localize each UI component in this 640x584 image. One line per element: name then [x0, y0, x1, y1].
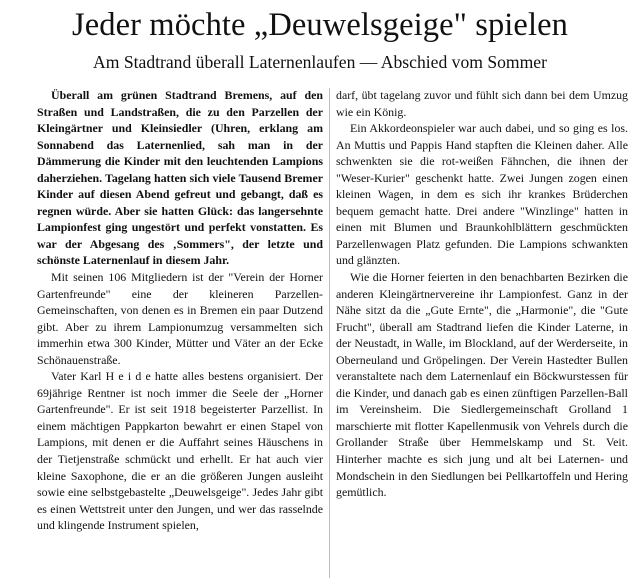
article-subheadline: Am Stadtrand überall Laternenlaufen — Abschied vom Sommer	[93, 52, 547, 72]
body-paragraph: Vater Karl H e i d e hatte alles bestens organisiert. Der 69jährige Rentner ist noch immer die Seele der „Horner Gartenfreunde". Er ist seit 1918 begeisterter Parzellist. In einem mächtigen Pappkarton bewahrt er einen Stapel von Lampions, mit denen er die Auffahrt seines Häuschens in der Tietjenstraße schmückt und erhellt. Er hat auch vier kleine Saxophone, die er an die größeren Jungen ausleiht sowie eine selbstgebastelte „Deuwelsgeige". Jedes Jahr gibt es einen Wettstreit unter den Jungen, und wer das rasselnde und klingende Instrument spielen,	[37, 369, 323, 533]
article-headline: Jeder möchte „Deuwelsgeige" spielen	[72, 7, 568, 43]
left-column	[37, 87, 323, 534]
column-divider	[329, 88, 330, 578]
lead-paragraph: Überall am grünen Stadtrand Bremens, auf den Straßen und Landstraßen, die zu den Parzellen der Kleingärtner und Kleinsiedler (Uhren, erklang am Sonnabend das Laternenlied, sah man in der Dämmerung die Kinder mit den leuchtenden Lampions daherziehen. Tagelang hatten sich viele Tausend Bremer Kinder auf diesen Abend gefreut und gebangt, daß es regnen würde. Aber sie hatten Glück: das langersehnte Lampionfest ging ungestört und perfekt vonstatten. Es war der Abgesang des ‚Sommers", der letzte und schönste Laternenlauf in diesem Jahr.	[37, 88, 323, 268]
body-paragraph: Mit seinen 106 Mitgliedern ist der "Verein der Horner Gartenfreunde" eine der kleineren Parzellen-Gemeinschaften, von denen es in Bremen ein paar Dutzend gibt. Aber zu ihrem Lampionumzug versammelten sich immerhin etwa 300 Kinder, Mütter und Väter an der Ecke Schönauenstraße.	[37, 270, 323, 367]
right-column	[336, 87, 628, 501]
body-paragraph: Ein Akkordeonspieler war auch dabei, und so ging es los. An Muttis und Pappis Hand stapften die Kleinen daher. Alle schwenkten sie die rot-weißen Fähnchen, die ihnen der "Weser-Kurier" geschenkt hatte. Zwei Jungen zogen einen kleinen Wagen, in dem es sich ihr krankes Brüderchen bequem gemacht hatte. Drei andere "Winzlinge" hatten in einen mit Blumen und Braunkohlblättern geschmückten Parzellenwagen Platz gefunden. Die Lampions schwankten und glänzten.	[336, 121, 628, 268]
body-paragraph-continued: darf, übt tagelang zuvor und fühlt sich dann bei dem Umzug wie ein König.	[336, 88, 628, 119]
body-paragraph: Wie die Horner feierten in den benachbarten Bezirken die anderen Kleingärtnervereine ihr Lampionfest. Ganz in der Nähe sitzt da die „Gute Ernte", die „Harmonie", die "Gute Frucht", überall am Stadtrand liefen die Kinder Laterne, in der Neustadt, in Walle, im Blockland, auf der Werderseite, in Oberneuland und Gröpelingen. Der Verein Hastedter Bullen veranstaltete nach dem Laternenlauf ein Böckwurstessen für die Kinder, und danach gab es einen zünftigen Parzellen-Ball im Vereinsheim. Die Siedlergemeinschaft Grolland 1 marschierte mit flotter Kapellenmusik von Vehrels durch die Grollander Straße über Hemmelskamp und St. Veit. Hinterher machte es sich jung und alt bei Laternen- und Mondschein in den Siedlungen bei Pellkartoffeln und Hering gemütlich.	[336, 270, 628, 500]
